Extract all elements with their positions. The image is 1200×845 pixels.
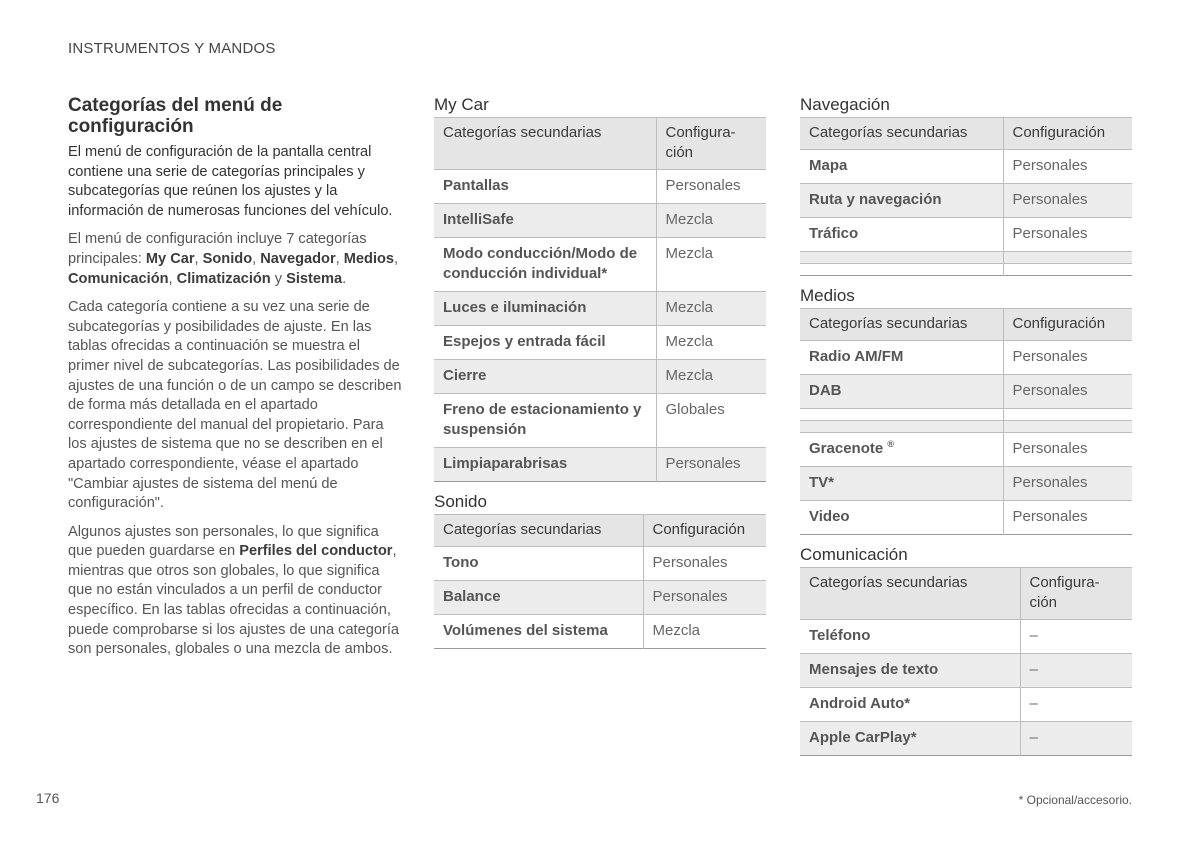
settings-table <box>434 117 766 482</box>
subcategory-cell: Tono <box>434 547 643 581</box>
empty-cell <box>800 264 1003 276</box>
setting-cell: Mezcla <box>656 360 766 394</box>
table-row <box>434 581 766 615</box>
empty-cell <box>800 421 1003 433</box>
setting-cell: Personales <box>656 170 766 204</box>
separator: , <box>252 250 261 267</box>
subcategory-cell: Modo conducción/Modo de conducción individual* <box>434 238 656 292</box>
intro-paragraph-1: El menú de configuración de la pantalla central contiene una serie de categorías principales y subcategorías que reúnen los ajustes y la información de numerosas funciones del vehículo. <box>68 144 393 219</box>
text: , mientras que otros son globales, lo que significa que no están vinculados a un perfil de conductor específico. En las tablas ofrecidas a continuación, puede comprobarse si los ajustes de una categoría son personales, globales o una mezcla de ambos. <box>68 543 399 658</box>
subcategory-cell: Limpiaparabrisas <box>434 448 656 482</box>
separator: y <box>270 270 287 287</box>
column-header: Configura-ción <box>1020 568 1132 620</box>
empty-cell <box>800 252 1003 264</box>
table-medios <box>800 286 1132 535</box>
setting-cell: Personales <box>643 581 766 615</box>
table-sonido <box>434 492 766 649</box>
text: Algunos ajustes son personales, lo que significa que pueden guardarse en <box>68 523 379 560</box>
table-row <box>800 150 1132 184</box>
subcategory-cell: Mapa <box>800 150 1003 184</box>
table-row <box>800 501 1132 535</box>
table-title: My Car <box>434 95 489 114</box>
table-header-row <box>434 515 766 547</box>
subcategory-cell: DAB <box>800 375 1003 409</box>
page-number: 176 <box>36 790 60 806</box>
text: El menú de configuración incluye 7 categorías principales: <box>68 231 367 267</box>
column-header: Categorías secundarias <box>434 118 656 170</box>
category-my-car: My Car <box>145 250 195 267</box>
setting-cell: Personales <box>1003 150 1132 184</box>
table-title: Comunicación <box>800 545 908 564</box>
setting-cell: Personales <box>1003 433 1132 467</box>
subcategory-cell: IntelliSafe <box>434 204 656 238</box>
table-header-row <box>800 309 1132 341</box>
empty-row <box>800 252 1132 264</box>
subcategory-cell: TV* <box>800 467 1003 501</box>
empty-cell <box>1003 421 1132 433</box>
table-row <box>434 360 766 394</box>
setting-cell: Mezcla <box>656 204 766 238</box>
setting-cell: Mezcla <box>656 292 766 326</box>
setting-cell: Mezcla <box>643 615 766 649</box>
category-sonido: Sonido <box>202 250 253 267</box>
subcategory-cell <box>800 433 1003 467</box>
subcategory-cell: Tráfico <box>800 218 1003 252</box>
category-navegador: Navegador <box>260 250 336 267</box>
table-row <box>434 292 766 326</box>
setting-cell: Globales <box>656 394 766 448</box>
text: . <box>342 270 347 287</box>
table-row <box>800 341 1132 375</box>
category-sistema: Sistema <box>286 270 343 287</box>
column-header: Configuración <box>1003 309 1132 341</box>
table-header-row <box>434 118 766 170</box>
subcategory-cell: Teléfono <box>800 620 1020 654</box>
setting-cell: Personales <box>656 448 766 482</box>
column-header: Categorías secundarias <box>800 118 1003 150</box>
table-row <box>434 170 766 204</box>
table-row <box>434 238 766 292</box>
table-row <box>434 615 766 649</box>
table-row <box>800 375 1132 409</box>
table-title: Sonido <box>434 492 487 511</box>
table-row <box>434 204 766 238</box>
settings-table <box>800 308 1132 535</box>
column-header: Configuración <box>643 515 766 547</box>
intro-column <box>68 95 402 669</box>
table-row <box>800 218 1132 252</box>
column-header: Categorías secundarias <box>434 515 643 547</box>
footnote: * Opcional/accesorio. <box>1018 793 1132 807</box>
subcategory-label: Gracenote <box>809 440 884 457</box>
setting-cell: – <box>1020 620 1132 654</box>
subcategory-cell: Pantallas <box>434 170 656 204</box>
table-row <box>800 433 1132 467</box>
table-row <box>434 448 766 482</box>
empty-cell <box>1003 409 1132 421</box>
settings-table <box>800 567 1132 756</box>
section-title: Categorías del menú de configuración <box>68 95 283 137</box>
subcategory-cell: Espejos y entrada fácil <box>434 326 656 360</box>
driver-profiles-term: Perfiles del conductor <box>239 543 393 560</box>
column-header: Categorías secundarias <box>800 309 1003 341</box>
table-row <box>800 184 1132 218</box>
setting-cell: Personales <box>1003 375 1132 409</box>
empty-row <box>800 421 1132 433</box>
table-row <box>434 326 766 360</box>
setting-cell: Personales <box>1003 501 1132 535</box>
empty-row <box>800 409 1132 421</box>
empty-row <box>800 264 1132 276</box>
table-row <box>800 654 1132 688</box>
table-row <box>800 722 1132 756</box>
setting-cell: Personales <box>1003 341 1132 375</box>
table-row <box>800 620 1132 654</box>
separator: , <box>335 250 344 267</box>
table-my-car <box>434 95 766 482</box>
setting-cell: Mezcla <box>656 326 766 360</box>
separator: , <box>194 250 203 267</box>
subcategory-cell: Freno de estacionamiento y suspensión <box>434 394 656 448</box>
table-header-row <box>800 568 1132 620</box>
setting-cell: Personales <box>1003 467 1132 501</box>
right-column <box>800 95 1132 766</box>
separator: , <box>394 250 399 267</box>
empty-cell <box>1003 252 1132 264</box>
intro-paragraph-2 <box>68 230 402 289</box>
intro-paragraph-4 <box>68 523 402 660</box>
subcategory-cell: Luces e iluminación <box>434 292 656 326</box>
category-medios: Medios <box>343 250 395 267</box>
subcategory-cell: Mensajes de texto <box>800 654 1020 688</box>
subcategory-cell: Volúmenes del sistema <box>434 615 643 649</box>
empty-cell <box>1003 264 1132 276</box>
table-title: Medios <box>800 286 855 305</box>
separator: , <box>168 270 177 287</box>
category-climatizacion: Climatización <box>176 270 271 287</box>
table-header-row <box>800 118 1132 150</box>
settings-table <box>800 117 1132 276</box>
page-header: INSTRUMENTOS Y MANDOS <box>68 40 276 57</box>
setting-cell: – <box>1020 722 1132 756</box>
subcategory-cell: Ruta y navegación <box>800 184 1003 218</box>
empty-cell <box>800 409 1003 421</box>
subcategory-cell: Video <box>800 501 1003 535</box>
settings-table <box>434 514 766 649</box>
table-title: Navegación <box>800 95 890 114</box>
table-row <box>800 467 1132 501</box>
setting-cell: Mezcla <box>656 238 766 292</box>
registered-mark: ® <box>887 439 895 449</box>
subcategory-cell: Radio AM/FM <box>800 341 1003 375</box>
subcategory-cell: Balance <box>434 581 643 615</box>
middle-column <box>434 95 766 659</box>
setting-cell: – <box>1020 654 1132 688</box>
column-header: Configuración <box>1003 118 1132 150</box>
subcategory-cell: Cierre <box>434 360 656 394</box>
table-navegacion <box>800 95 1132 276</box>
setting-cell: Personales <box>1003 218 1132 252</box>
category-comunicacion: Comunicación <box>68 270 169 287</box>
column-header: Categorías secundarias <box>800 568 1020 620</box>
table-row <box>434 394 766 448</box>
setting-cell: – <box>1020 688 1132 722</box>
setting-cell: Personales <box>643 547 766 581</box>
intro-paragraph-3: Cada categoría contiene a su vez una serie de subcategorías y posibilidades de ajuste. En las tablas ofrecidas a continuación se muestra el primer nivel de subcategorías. Las posibilidades de ajustes de una función o de un campo se describen de forma más detallada en el apartado correspondiente del manual del propietario. Para los ajustes de sistema que no se describen en el apartado correspondiente, véase el apartado "Cambiar ajustes de sistema del menú de configuración". <box>68 299 402 512</box>
table-comunicacion <box>800 545 1132 756</box>
setting-cell: Personales <box>1003 184 1132 218</box>
subcategory-cell: Android Auto* <box>800 688 1020 722</box>
column-header: Configura-ción <box>656 118 766 170</box>
table-row <box>800 688 1132 722</box>
table-row <box>434 547 766 581</box>
subcategory-cell: Apple CarPlay* <box>800 722 1020 756</box>
